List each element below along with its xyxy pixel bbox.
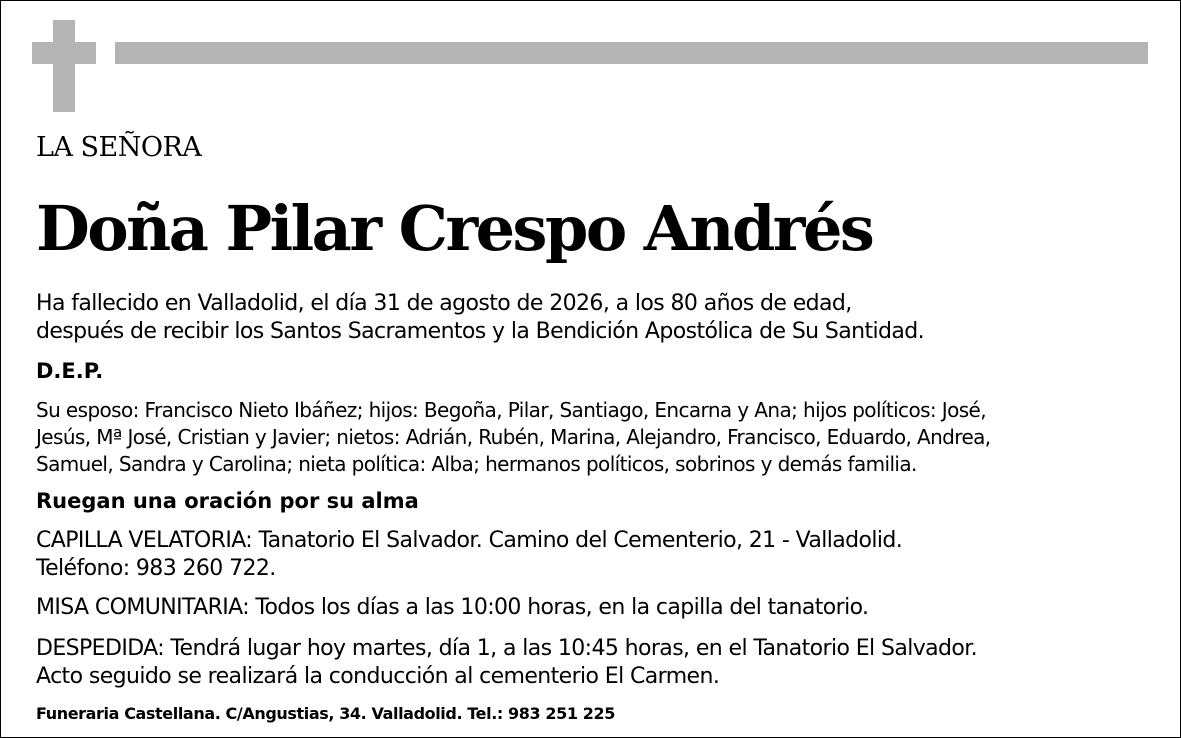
cross-vertical-bar	[53, 20, 75, 112]
farewell-line: DESPEDIDA: Tendrá lugar hoy martes, día 1, a las 10:45 horas, en el Tanatorio El Salvador.	[36, 636, 978, 661]
family-line: Su esposo: Francisco Nieto Ibáñez; hijos: Begoña, Pilar, Santiago, Encarna y Ana; hijos políticos: José,	[36, 398, 987, 422]
chapel-info	[36, 527, 902, 583]
death-line: Ha fallecido en Valladolid, el día 31 de agosto de 2026, a los 80 años de edad,	[36, 291, 852, 316]
death-line: después de recibir los Santos Sacramentos y la Bendición Apostólica de Su Santidad.	[36, 319, 925, 344]
family-line: Jesús, Mª José, Cristian y Javier; nietos: Adrián, Rubén, Marina, Alejandro, Francisco, Eduardo, Andrea,	[36, 425, 991, 449]
farewell-line: Acto seguido se realizará la conducción al cementerio El Carmen.	[36, 664, 720, 689]
cross-horizontal-bar	[32, 42, 96, 64]
honorific: LA SEÑORA	[36, 132, 202, 163]
deceased-name: Doña Pilar Crespo Andrés	[36, 192, 873, 265]
dep-label: D.E.P.	[36, 359, 104, 383]
chapel-line: CAPILLA VELATORIA: Tanatorio El Salvador. Camino del Cementerio, 21 - Valladolid.	[36, 528, 903, 553]
farewell-info	[36, 635, 977, 691]
funeral-home-footer: Funeraria Castellana. C/Angustias, 34. Valladolid. Tel.: 983 251 225	[36, 704, 615, 723]
death-announcement	[36, 290, 924, 346]
family-line: Samuel, Sandra y Carolina; nieta política: Alba; hermanos políticos, sobrinos y demás familia.	[36, 452, 917, 476]
chapel-line: Teléfono: 983 260 722.	[36, 556, 276, 581]
header-rule	[115, 42, 1148, 64]
family-list	[36, 397, 991, 478]
prayer-request: Ruegan una oración por su alma	[36, 489, 419, 513]
mass-info: MISA COMUNITARIA: Todos los días a las 10:00 horas, en la capilla del tanatorio.	[36, 595, 869, 620]
